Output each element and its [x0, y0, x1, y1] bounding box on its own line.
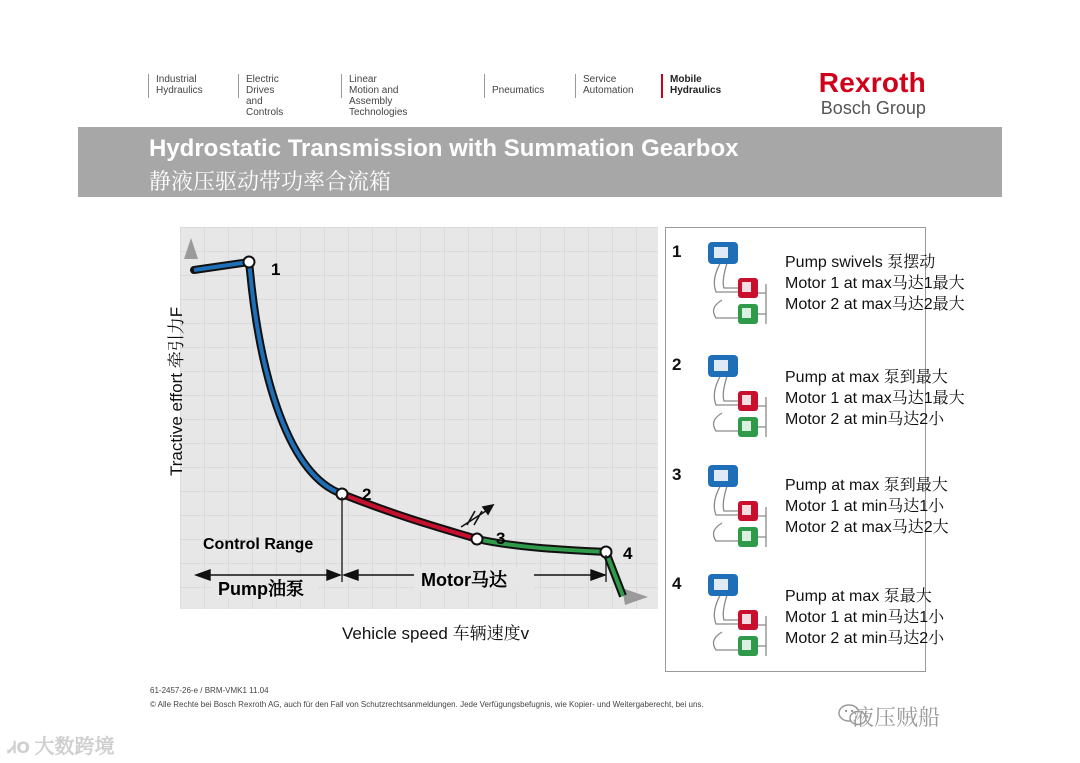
- point-marker-1: [244, 257, 255, 268]
- pump-status: Pump at max 泵到最大: [785, 477, 948, 494]
- state-description: [785, 367, 965, 430]
- state-1: [666, 238, 965, 338]
- nav-item-pneumatics[interactable]: Pneumatics: [484, 74, 544, 98]
- watermark-left-text: 大数跨境: [34, 736, 115, 758]
- state-number: 4: [672, 574, 682, 593]
- state-number: 2: [672, 355, 682, 374]
- brand-subtitle: Bosch Group: [820, 98, 926, 118]
- watermark-right-text: 液压贼船: [852, 705, 941, 730]
- pump-status: Pump at max 泵到最大: [785, 369, 948, 386]
- brand-name: Rexroth: [818, 67, 926, 98]
- document-id: 61-2457-26-e / BRM-VMK1 11.04: [150, 686, 269, 695]
- state-number: 1: [672, 242, 682, 261]
- motor-range-label: Motor马达: [421, 570, 507, 590]
- state-2: [666, 351, 965, 451]
- page-title-chinese: 静液压驱动带功率合流箱: [149, 169, 392, 194]
- motor1-status: Motor 1 at max马达1最大: [785, 390, 965, 407]
- motor1-status: Motor 1 at max马达1最大: [785, 275, 965, 292]
- page-title: Hydrostatic Transmission with Summation Gearbox: [149, 135, 739, 162]
- pump-status: Pump swivels 泵摆动: [785, 254, 936, 271]
- nav-item-electric-drives[interactable]: Electric Drives and Controls: [238, 74, 283, 98]
- state-number: 3: [672, 465, 682, 484]
- slide: [78, 45, 1002, 735]
- state-3: [666, 461, 949, 561]
- state-description: [785, 586, 944, 649]
- hydraulic-circuit-icon: [694, 461, 778, 553]
- state-description: [785, 252, 965, 315]
- motor1-status: Motor 1 at min马达1小: [785, 498, 945, 515]
- nav-item-linear-motion[interactable]: Linear Motion and Assembly Technologies: [341, 74, 407, 98]
- y-axis-label: Tractive effort 牵引力F: [167, 306, 186, 476]
- point-label-2: 2: [362, 485, 372, 504]
- nav-item-mobile-hydraulics[interactable]: Mobile Hydraulics: [661, 74, 721, 98]
- hydraulic-circuit-icon: [694, 570, 778, 662]
- control-range-label: Control Range: [203, 536, 314, 553]
- motor2-status: Motor 2 at min马达2小: [785, 630, 945, 647]
- point-label-1: 1: [271, 260, 281, 279]
- motor2-status: Motor 2 at max马达2最大: [785, 296, 965, 313]
- nav-item-service-automation[interactable]: Service Automation: [575, 74, 634, 98]
- motor1-status: Motor 1 at min马达1小: [785, 609, 945, 626]
- point-label-4: 4: [623, 544, 633, 563]
- watermark-left: [8, 730, 115, 759]
- state-4: [666, 570, 945, 670]
- motor2-status: Motor 2 at max马达2大: [785, 519, 949, 536]
- states-panel: [665, 227, 965, 672]
- point-marker-3: [472, 534, 483, 545]
- state-description: [785, 475, 949, 538]
- motor2-status: Motor 2 at min马达2小: [785, 411, 945, 428]
- nav-item-industrial-hydraulics[interactable]: Industrial Hydraulics: [148, 74, 203, 98]
- point-label-3: 3: [496, 529, 506, 548]
- pump-status: Pump at max 泵最大: [785, 588, 932, 605]
- hydraulic-circuit-icon: [694, 238, 778, 330]
- watermark-logo-icon: ᏗՕ: [8, 740, 29, 757]
- pump-range-label: Pump油泵: [218, 579, 305, 599]
- copyright-notice: © Alle Rechte bei Bosch Rexroth AG, auch für den Fall von Schutzrechtsanmeldungen. Jede Verfügungsbefugnis, wie Kopier- und Weitergaberecht, bei uns.: [150, 700, 704, 709]
- hydraulic-circuit-icon: [694, 351, 778, 443]
- x-axis-label: Vehicle speed 车辆速度v: [342, 624, 530, 643]
